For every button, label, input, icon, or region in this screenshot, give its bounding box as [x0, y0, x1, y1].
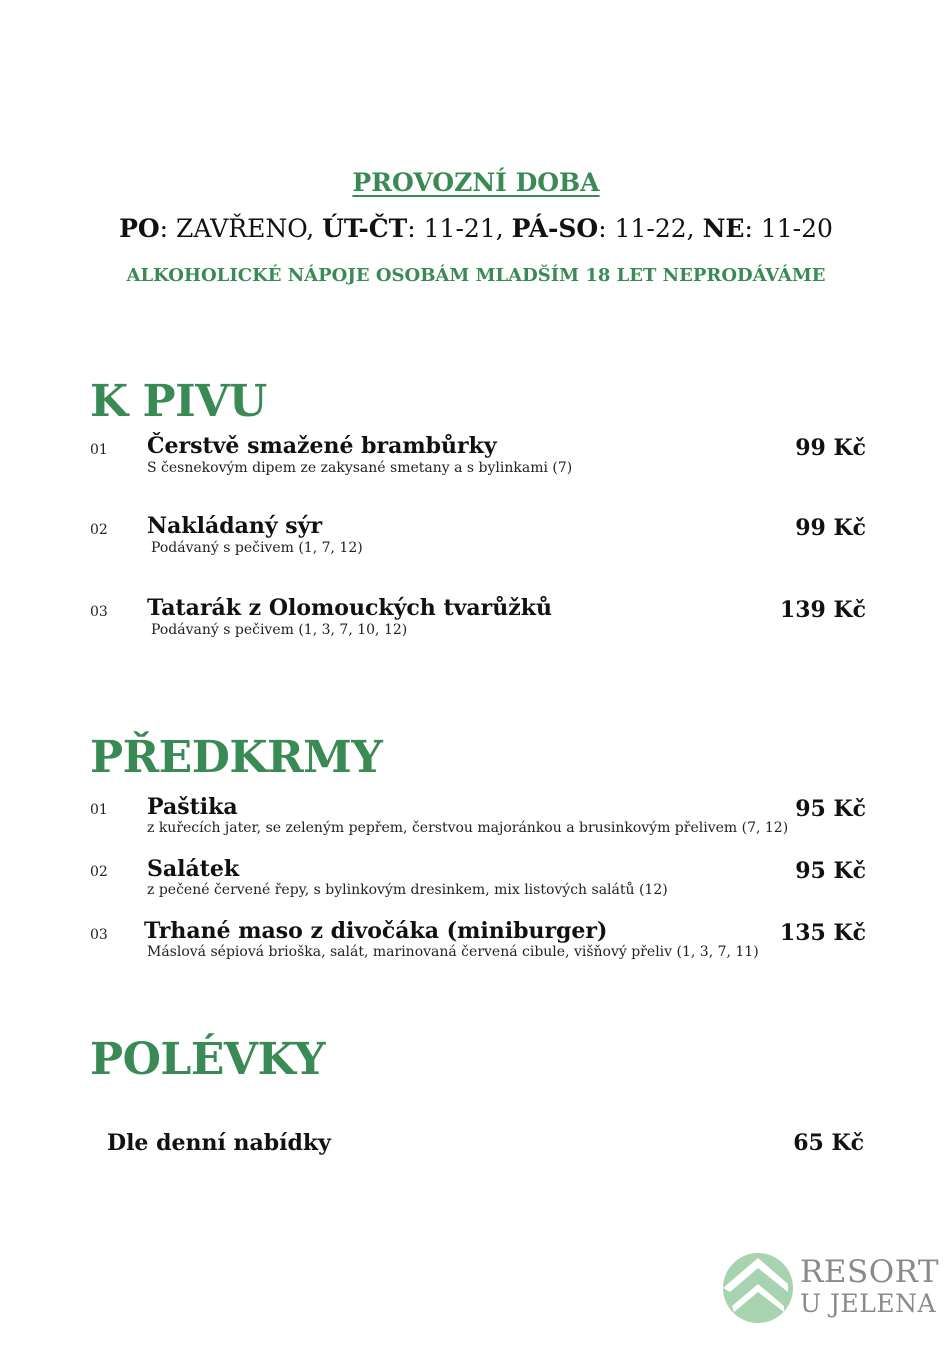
- logo-text-resort: RESORT: [800, 1254, 940, 1290]
- menu-item-description: Podávaný s pečivem (1, 3, 7, 10, 12): [151, 622, 408, 638]
- resort-logo-icon: [722, 1252, 794, 1324]
- section-title-predkrmy: PŘEDKRMY: [90, 732, 383, 783]
- menu-item-description: z kuřecích jater, se zeleným pepřem, čerstvou majoránkou a brusinkovým přelivem (7, 12): [147, 820, 789, 836]
- hours-text-ne: : 11-20: [744, 214, 833, 243]
- menu-item-number: 01: [90, 442, 108, 458]
- menu-item-number: 02: [90, 864, 108, 880]
- menu-item-name: Salátek: [147, 856, 240, 882]
- hours-day-ut-ct: ÚT-ČT: [322, 214, 408, 243]
- hours-text-po: : ZAVŘENO,: [159, 214, 323, 243]
- menu-item-name: Čerstvě smažené brambůrky: [147, 433, 497, 459]
- menu-item-description: Podávaný s pečivem (1, 7, 12): [151, 540, 363, 556]
- menu-item-price: 139 Kč: [779, 597, 866, 623]
- hours-text-ut-ct: : 11-21,: [407, 214, 512, 243]
- menu-item-price: 95 Kč: [795, 796, 866, 822]
- menu-item-number: 01: [90, 802, 108, 818]
- menu-item-price: 65 Kč: [793, 1130, 864, 1156]
- menu-item-name: Tatarák z Olomouckých tvarůžků: [147, 595, 552, 621]
- menu-item-number: 02: [90, 522, 108, 538]
- logo-text-u-jelena: U JELENA: [800, 1289, 937, 1318]
- alcohol-notice: ALKOHOLICKÉ NÁPOJE OSOBÁM MLADŠÍM 18 LET NEPRODÁVÁME: [126, 265, 826, 286]
- menu-item-description: S česnekovým dipem ze zakysané smetany a s bylinkami (7): [147, 460, 573, 476]
- section-title-polevky: POLÉVKY: [90, 1034, 325, 1085]
- menu-item-name: Dle denní nabídky: [107, 1130, 331, 1156]
- menu-item-description: z pečené červené řepy, s bylinkovým dresinkem, mix listových salátů (12): [147, 882, 668, 898]
- menu-item-price: 99 Kč: [795, 435, 866, 461]
- menu-item-price: 99 Kč: [795, 515, 866, 541]
- menu-item-price: 135 Kč: [779, 920, 866, 946]
- menu-item-number: 03: [90, 927, 108, 943]
- menu-item-number: 03: [90, 604, 108, 620]
- menu-item-name: Trhané maso z divočáka (miniburger): [144, 918, 608, 944]
- menu-item-price: 95 Kč: [795, 858, 866, 884]
- hours-day-pa-so: PÁ-SO: [511, 214, 599, 243]
- hours-day-ne: NE: [702, 214, 745, 243]
- menu-item-description: Máslová sépiová brioška, salát, marinovaná červená cibule, višňový přeliv (1, 3, 7, 11): [147, 944, 759, 960]
- opening-hours-title: PROVOZNÍ DOBA: [352, 168, 600, 197]
- opening-hours-line: [0, 214, 952, 243]
- section-title-k-pivu: K PIVU: [90, 376, 267, 427]
- hours-text-pa-so: : 11-22,: [598, 214, 703, 243]
- menu-item-name: Nakládaný sýr: [147, 513, 323, 539]
- menu-item-name: Paštika: [147, 794, 238, 820]
- hours-day-po: PO: [119, 214, 160, 243]
